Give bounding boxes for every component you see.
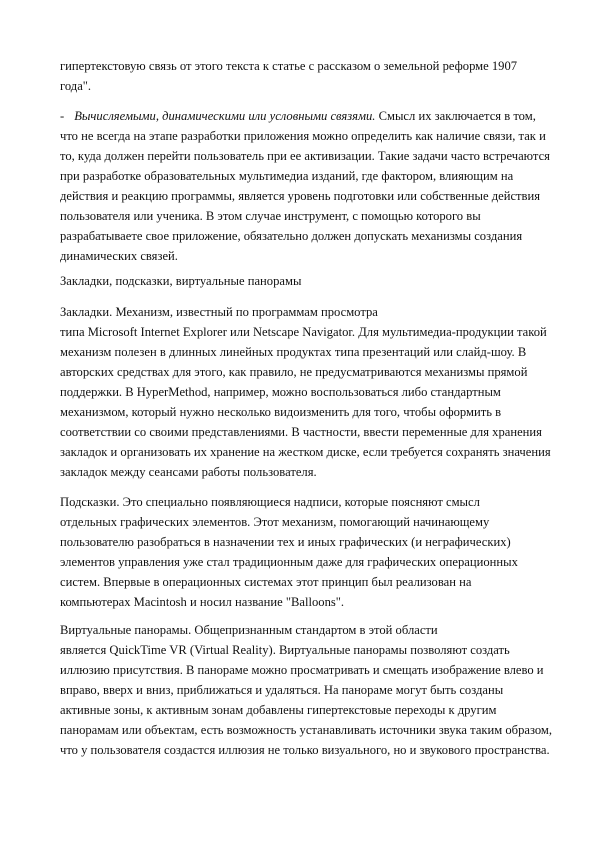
text-line: разрабатываете свое приложение, обязательно должен допускать механизмы создания (60, 229, 523, 243)
text-line: элементов управления уже стал традиционным даже для графических операционных (60, 555, 518, 569)
text-line: типа Microsoft Internet Explorer или Netscape Navigator. Для мультимедиа-продукции такой (60, 325, 547, 339)
text-line: то, куда должен перейти пользователь при ее активизации. Такие задачи часто встречаются (60, 149, 550, 163)
text-line: закладок между сеансами работы пользователя. (60, 465, 317, 479)
text-line: пользователя или ученика. В этом случае инструмент, с помощью которого вы (60, 209, 481, 223)
text-line: динамических связей. (60, 249, 178, 263)
text-line: Подсказки. Это специально появляющиеся надписи, которые поясняют смысл (60, 495, 480, 509)
text-line: действия и реакцию программы, является уровень подготовки или собственные действия (60, 189, 541, 203)
text-line: механизм полезен в длинных линейных продуктах типа презентаций или слайд-шоу. В (60, 345, 527, 359)
text-line: пользователю разобраться в назначении тех и иных графических (и неграфических) (60, 535, 511, 549)
text-line: механизмом, который нужно несколько видоизменить для того, чтобы оформить в (60, 405, 502, 419)
text-line: Виртуальные панорамы. Общепризнанным стандартом в этой области (60, 623, 438, 637)
text-line: отдельных графических элементов. Этот механизм, помогающий начинающему (60, 515, 490, 529)
text-line: иллюзию присутствия. В панораме можно просматривать и смещать изображение влево и (60, 663, 544, 677)
text-line: что не всегда на этапе разработки приложения можно определить как наличие связи, так и (60, 129, 546, 143)
text-line: является QuickTime VR (Virtual Reality). Виртуальные панорамы позволяют создать (60, 643, 510, 657)
text-line: авторских средствах для этого, как правило, не предусматриваются механизмы прямой (60, 365, 528, 379)
text-line: гипертекстовую связь от этого текста к статье с рассказом о земельной реформе 1907 (60, 59, 518, 73)
text-line: года". (60, 79, 92, 93)
text-line: компьютерах Macintosh и носил название "Balloons". (60, 595, 345, 609)
bullet-marker: - (60, 109, 65, 123)
text-line: панорамам или объектам, есть возможность устанавливать источники звука таким образом, (60, 723, 553, 737)
text-line: что у пользователя создастся иллюзия не только визуального, но и звукового пространства. (60, 743, 550, 757)
bullet-text: Смысл их заключается в том, (375, 109, 536, 123)
text-line: систем. Впервые в операционных системах этот принцип был реализован на (60, 575, 472, 589)
text-line: закладок и организовать их хранение на жестком диске, если требуется сохранять значения (60, 445, 551, 459)
text-line: при разработке образовательных мультимедиа изданий, где фактором, влияющим на (60, 169, 514, 183)
text-line: соответствии со своими представлениями. В частности, ввести переменные для хранения (60, 425, 542, 439)
bullet-emphasis: Вычисляемыми, динамическими или условными связями. (74, 109, 376, 123)
text-line (60, 106, 536, 126)
text-line: активные зоны, к активным зонам добавлены гипертекстовые переходы к другим (60, 703, 497, 717)
text-line: Закладки. Механизм, известный по программам просмотра (60, 305, 378, 319)
text-line: поддержки. В HyperMethod, например, можно воспользоваться либо стандартным (60, 385, 501, 399)
section-heading: Закладки, подсказки, виртуальные панорамы (60, 274, 302, 288)
text-line: вправо, вверх и вниз, приближаться и удаляться. На панораме могут быть созданы (60, 683, 504, 697)
